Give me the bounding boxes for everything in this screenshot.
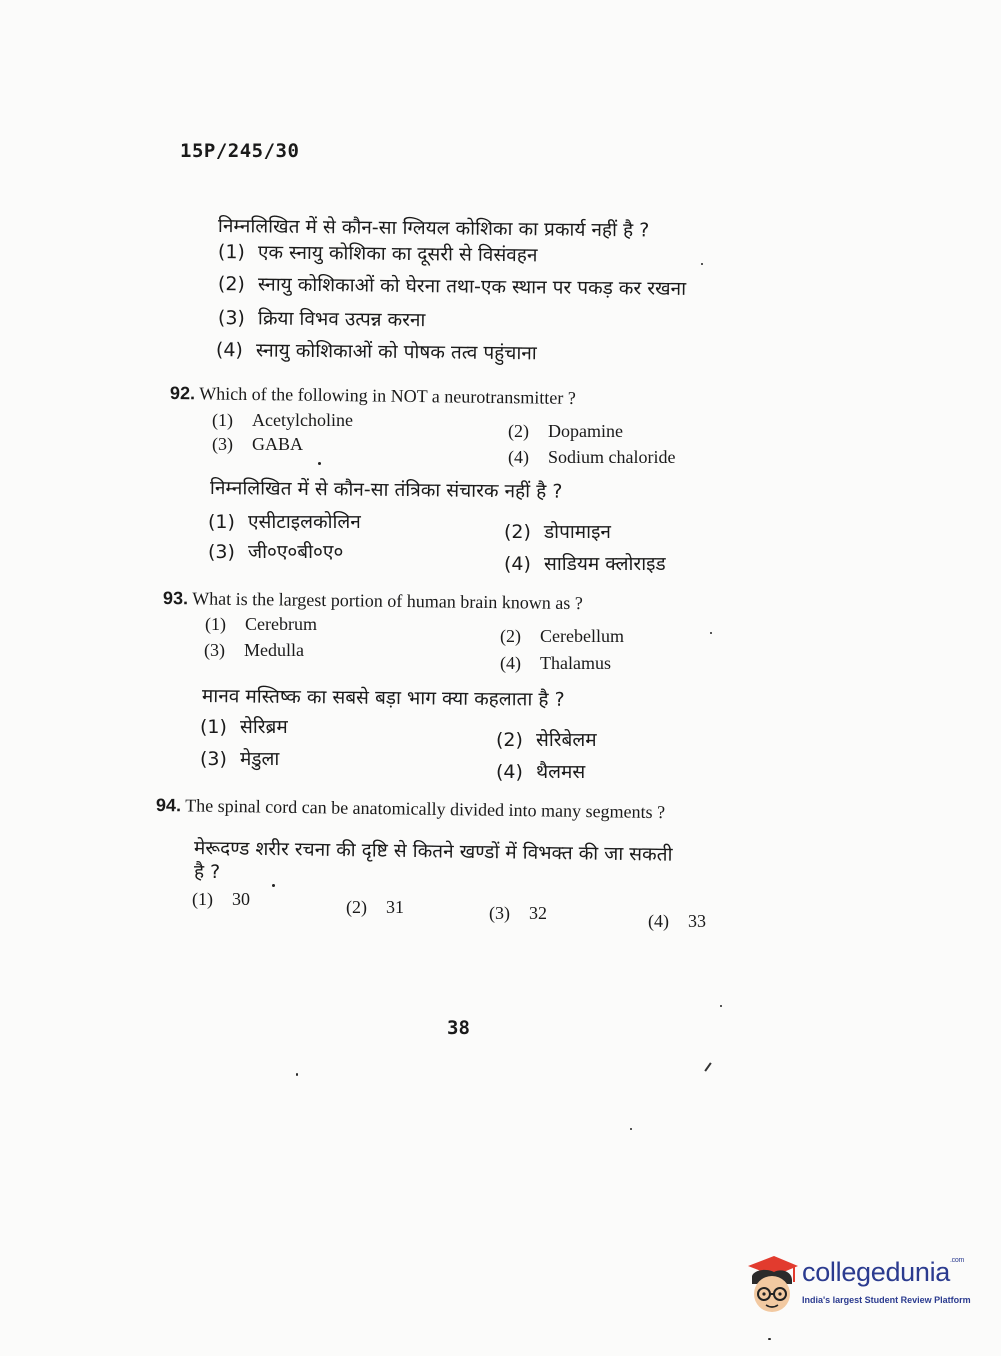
question-text: Which of the following in NOT a neurotransmitter ?	[199, 383, 576, 408]
question-text: What is the largest portion of human brain known as ?	[192, 588, 583, 614]
option-text: स्नायु कोशिकाओं को घेरना तथा-एक स्थान पर पकड़ कर रखना	[257, 273, 687, 300]
option-number: (3)	[212, 434, 233, 454]
q94-question-english	[156, 795, 665, 823]
question-number: 92.	[169, 383, 196, 404]
q94-option-3	[489, 903, 547, 924]
option-number: (2)	[217, 273, 246, 296]
option-number: (1)	[205, 614, 226, 634]
q94-question-hindi-line2: है ?	[194, 861, 221, 883]
option-number: (1)	[212, 410, 233, 430]
q92-option-2-en	[508, 421, 623, 442]
scan-speck	[768, 1338, 771, 1340]
scan-speck	[710, 632, 712, 634]
option-text: Medulla	[244, 640, 304, 660]
option-text: Sodium chaloride	[548, 447, 676, 467]
option-text: 32	[529, 903, 547, 923]
q94-question-hindi-line1: मेरूदण्ड शरीर रचना की दृष्टि से कितने खण्डों में विभक्त की जा सकती	[193, 837, 673, 866]
question-number: 94.	[155, 795, 182, 816]
option-text: थैलमस	[536, 761, 586, 783]
q93-option-3-hi	[200, 745, 279, 771]
option-number: (3)	[204, 640, 225, 660]
option-text: 30	[232, 889, 250, 909]
option-number: (2)	[508, 421, 529, 441]
option-number: (3)	[208, 541, 235, 563]
option-number: (1)	[208, 511, 235, 533]
q93-question-english	[163, 588, 583, 614]
option-number: (4)	[508, 447, 529, 467]
q92-option-1-hi	[208, 508, 361, 534]
scan-speck	[630, 1128, 632, 1130]
q93-option-1-hi	[200, 713, 288, 739]
q91-option-1	[218, 238, 538, 267]
scan-speck	[701, 263, 703, 265]
option-text: एसीटाइलकोलिन	[248, 511, 361, 533]
scan-speck	[318, 462, 321, 465]
q93-option-4-en	[500, 653, 611, 674]
option-text: Dopamine	[548, 421, 623, 441]
option-text: डोपामाइन	[544, 521, 611, 543]
q93-option-2-hi	[496, 726, 597, 752]
option-text: एक स्नायु कोशिका का दूसरी से विसंवहन	[257, 241, 538, 267]
q94-option-2	[346, 897, 404, 918]
collegedunia-tagline: India's largest Student Review Platform	[802, 1295, 971, 1305]
collegedunia-logo-icon	[744, 1252, 800, 1318]
q91-option-3	[218, 304, 426, 332]
q91-option-2	[218, 270, 686, 301]
q92-option-3-hi	[208, 538, 343, 564]
q94-option-4	[648, 911, 706, 932]
q92-option-1-en	[212, 410, 353, 431]
option-number: (4)	[496, 761, 523, 783]
option-text: सेरिब्रम	[240, 716, 288, 738]
option-text: GABA	[252, 434, 304, 454]
option-text: स्नायु कोशिकाओं को पोषक तत्व पहुंचाना	[255, 339, 537, 365]
q92-option-3-en	[212, 434, 303, 455]
option-number: (4)	[504, 553, 531, 575]
question-number: 93.	[162, 588, 189, 609]
q92-option-2-hi	[504, 518, 611, 544]
option-number: (2)	[500, 626, 521, 646]
option-text: 33	[688, 911, 706, 931]
scan-speck	[272, 884, 275, 887]
q93-question-hindi: मानव मस्तिष्क का सबसे बड़ा भाग क्या कहलाता है ?	[201, 685, 565, 711]
option-text: साडियम क्लोराइड	[544, 553, 666, 575]
q91-question-hindi: निम्नलिखित में से कौन-सा ग्लियल कोशिका का प्रकार्य नहीं है ?	[217, 215, 650, 242]
q92-question-english	[170, 383, 576, 409]
option-text: Cerebrum	[245, 614, 317, 634]
q92-option-4-hi	[504, 550, 666, 576]
option-text: मेडुला	[240, 748, 280, 770]
collegedunia-brand: collegedunia$^{.com}$	[802, 1257, 965, 1287]
option-text: Acetylcholine	[252, 410, 353, 430]
q93-option-4-hi	[496, 758, 585, 784]
option-text: जी०ए०बी०ए०	[248, 541, 344, 563]
option-number: (4)	[648, 911, 669, 931]
scan-speck	[720, 1005, 722, 1007]
option-number: (1)	[217, 241, 246, 264]
option-text: Cerebellum	[540, 626, 624, 646]
question-text: The spinal cord can be anatomically divided into many segments ?	[185, 795, 666, 823]
option-number: (3)	[200, 748, 227, 770]
option-text: क्रिया विभव उत्पन्न करना	[257, 307, 426, 332]
q93-option-2-en	[500, 626, 624, 647]
option-number: (3)	[217, 307, 246, 330]
page-number: 38	[447, 1017, 470, 1039]
option-number: (2)	[496, 729, 523, 751]
scan-speck	[296, 1073, 298, 1076]
paper-code: 15P/245/30	[180, 140, 300, 162]
q91-option-4	[216, 336, 537, 365]
option-number: (4)	[215, 339, 244, 362]
q92-option-4-en	[508, 447, 675, 468]
q94-option-1	[192, 889, 250, 910]
collegedunia-watermark	[744, 1252, 974, 1318]
scan-mark	[704, 1062, 711, 1071]
option-number: (2)	[346, 897, 367, 917]
option-number: (4)	[500, 653, 521, 673]
option-number: (1)	[192, 889, 213, 909]
option-text: Thalamus	[540, 653, 611, 673]
option-number: (2)	[504, 521, 531, 543]
q93-option-3-en	[204, 640, 304, 661]
option-number: (3)	[489, 903, 510, 923]
option-number: (1)	[200, 716, 227, 738]
option-text: 31	[386, 897, 404, 917]
q93-option-1-en	[205, 614, 317, 635]
q92-question-hindi: निम्नलिखित में से कौन-सा तंत्रिका संचारक नहीं है ?	[209, 477, 563, 503]
option-text: सेरिबेलम	[536, 729, 597, 751]
